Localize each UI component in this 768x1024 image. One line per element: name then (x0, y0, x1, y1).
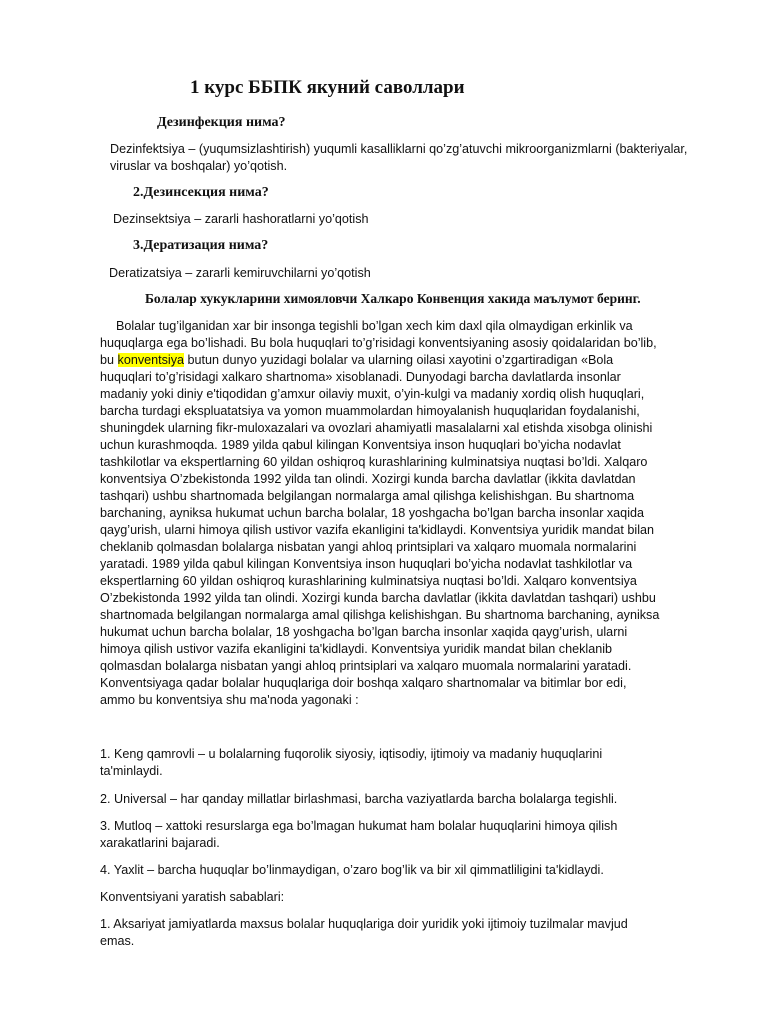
question-2-heading: 2.Дезинсекция нима? (133, 185, 269, 200)
question-1-heading: Дезинфекция нима? (157, 115, 286, 130)
question-3-answer: Deratizatsiya – zararli kemiruvchilarni yo’qotish (109, 266, 371, 280)
question-2-answer: Dezinsektsiya – zararli hashoratlarni yo’qotish (113, 212, 369, 226)
paragraph-text-start: Bolalar tug’ilganidan xar bir insonga tegishli bo’lgan xech kim daxl qila olmaydigan erkinlik va huquqlarga ega bo’lishadi. Bu bola huquqlari to’g’risidagi konventsiyaning asosiy qoidalaridan bo’lib, bu (100, 319, 657, 367)
convention-paragraph (100, 318, 660, 709)
question-3-heading: 3.Дератизация нима? (133, 238, 269, 253)
list-item: 1. Keng qamrovli – u bolalarning fuqorolik siyosiy, iqtisodiy, ijtimoiy va madaniy huquqlarini ta'minlaydi. (100, 747, 603, 778)
reasons-heading: Konventsiyani yaratish sabablari: (100, 890, 285, 904)
paragraph-text-end: butun dunyo yuzidagi bolalar va ularning oilasi xayotini o’zgartiradigan «Bola huquqlari to’g’risidagi xalkaro shartnoma» xisoblanadi. Dunyodagi barcha davlatlarda insonlar madaniy yoki diniy e'tiqodidan g’amxur oilaviy muxit, o’yin-kulgi va madaniy xordiq olish huquqlari, barcha turdagi ekspluatatsiya va yomon muammolardan himoyalanish huquqlaridan foydalanishi, shuningdek ularning fikr-muloxazalari va ovozlari ahamiyatli masalalarni xal etishda xisobga olinishi uchun kurashmoqda. 1989 yilda qabul kilingan Konventsiya inson huquqlari bo’yicha nodavlat tashkilotlar va ekspertlarning 60 yildan oshiqroq kurashlarining kulminatsiya nuqtasi bo’ldi. Xalqaro konventsiya O’zbekistonda 1992 yilda tan olindi. Xozirgi kunda barcha davlatlar (ikkita davlatdan tashqari) ushbu shartnomada belgilangan normalarga amal qilishga kelishishgan. Bu shartnoma barchaning, ayniksa hukumat uchun barcha bolalar, 18 yoshgacha bo’lgan barcha insonlar xaqida qayg’urish, ularni himoya qilish ustivor vazifa ekanligini ta'kidlaydi. Konventsiya yuridik mandat bilan cheklanib qolmasdan bolalarga nisbatan yangi ahloq printsiplari va xalqaro muomala normalarini yaratadi. 1989 yilda qabul kilingan Konventsiya inson huquqlari bo’yicha nodavlat tashkilotlar va ekspertlarning 60 yildan oshiqroq kurashlarining kulminatsiya nuqtasi bo’ldi. Xalqaro konventsiya O’zbekistonda 1992 yilda tan olindi. Xozirgi kunda barcha davlatlar (ikkita davlatdan tashqari) ushbu shartnomada belgilangan normalarga amal qilishga kelishishgan. Bu shartnoma barchaning, ayniksa hukumat uchun barcha bolalar, 18 yoshgacha bo’lgan barcha insonlar xaqida qayg’urish, ularni himoya qilish ustivor vazifa ekanligini ta'kidlaydi. Konventsiya yuridik mandat bilan cheklanib qolmasdan bolalarga nisbatan yangi ahloq printsiplari va xalqaro muomala normalarini yaratadi. Konventsiyaga qadar bolalar huquqlariga doir boshqa xalqaro shartnomalar va bitimlar bor edi, ammo bu konventsiya shu ma'noda yagonaki : (100, 353, 660, 707)
list-item: 2. Universal – har qanday millatlar birlashmasi, barcha vaziyatlarda barcha bolalarga tegishli. (100, 792, 618, 806)
page-title: 1 курс ББПК якуний саволлари (190, 77, 465, 98)
list-item: 4. Yaxlit – barcha huquqlar bo’linmaydigan, o’zaro bog’lik va bir xil qimmatliligini ta'kidlaydi. (100, 863, 604, 877)
question-1-answer: Dezinfektsiya – (yuqumsizlashtirish) yuqumli kasalliklarni qo’zg’atuvchi mikroorganizmlarni (bakteriyalar, viruslar va boshqalar) yo’qotish. (110, 142, 688, 173)
highlighted-word: konventsiya (117, 353, 185, 367)
list-item: 3. Mutloq – xattoki resurslarga ega bo’lmagan hukumat ham bolalar huquqlarini himoya qilish xarakatlarini bajaradi. (100, 819, 618, 850)
reasons-item: 1. Aksariyat jamiyatlarda maxsus bolalar huquqlariga doir yuridik yoki ijtimoiy tuzilmalar mavjud emas. (100, 917, 628, 948)
question-4-heading: Болалар хукукларини химояловчи Халкаро Конвенция хакида маълумот беринг. (145, 291, 641, 306)
